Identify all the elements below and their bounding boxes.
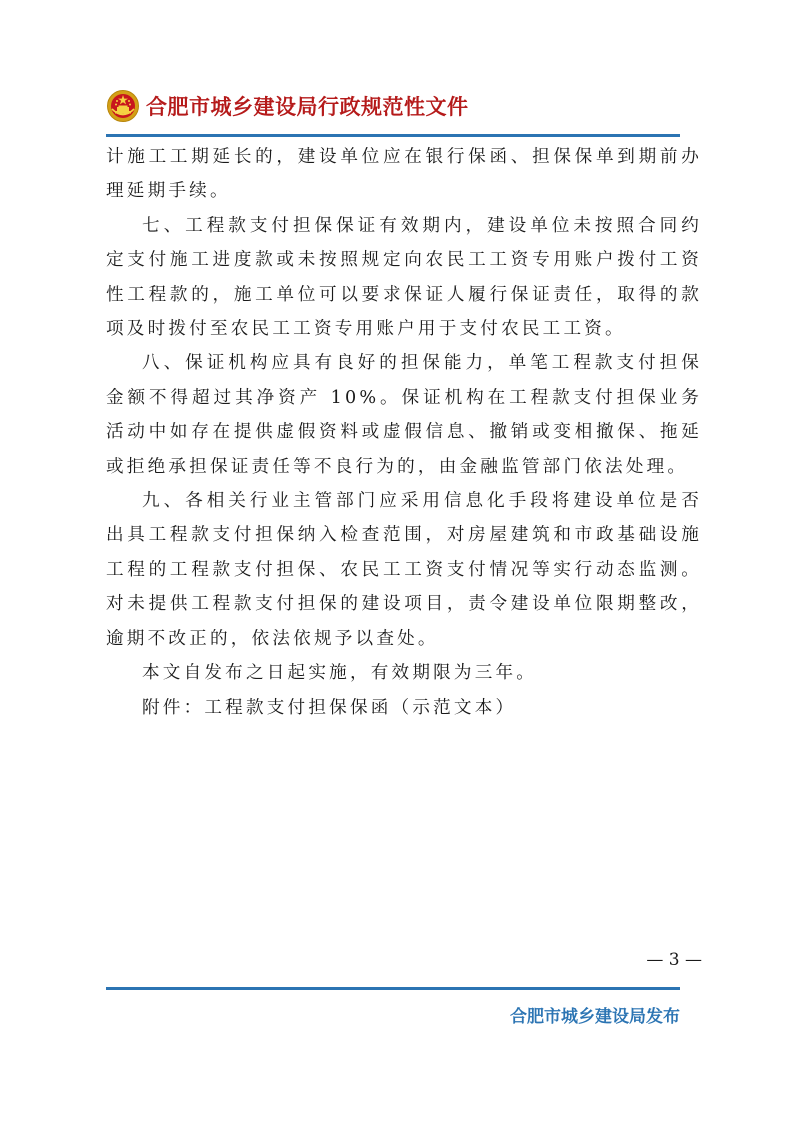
page-number: — 3 —	[646, 950, 702, 970]
footer-rule	[106, 987, 680, 990]
body-paragraph-clause-9: 九、各相关行业主管部门应采用信息化手段将建设单位是否出具工程款支付担保纳入检查范围，对房屋建筑和市政基础设施工程的工程款支付担保、农民工工资支付情况等实行动态监测。对未提供工程款支付担保的建设项目，责令建设单位限期整改，逾期不改正的，依法依规予以查处。	[106, 491, 702, 649]
header-rule	[106, 134, 680, 137]
body-paragraph-clause-8: 八、保证机构应具有良好的担保能力，单笔工程款支付担保金额不得超过其净资产 10%。保证机构在工程款支付担保业务活动中如存在提供虚假资料或虚假信息、撤销或变相撤保、拖延或拒绝承担保证责任等不良行为的，由金融监管部门依法处理。	[106, 353, 702, 477]
document-body	[106, 140, 702, 725]
national-emblem-icon	[106, 89, 140, 123]
body-paragraph-clause-7: 七、工程款支付担保保证有效期内，建设单位未按照合同约定支付施工进度款或未按照规定向农民工工资专用账户拨付工资性工程款的，施工单位可以要求保证人履行保证责任，取得的款项及时拨付至农民工工资专用账户用于支付农民工工资。	[106, 215, 702, 340]
body-paragraph-effective-date: 本文自发布之日起实施，有效期限为三年。	[142, 663, 538, 684]
body-paragraph-attachment: 附件：工程款支付担保保函（示范文本）	[142, 697, 517, 718]
footer-publisher: 合肥市城乡建设局发布	[510, 1007, 680, 1027]
header-title: 合肥市城乡建设局行政规范性文件	[146, 95, 469, 119]
document-header	[106, 86, 469, 126]
body-paragraph-continuation: 计施工工期延长的，建设单位应在银行保函、担保保单到期前办理延期手续。	[106, 147, 702, 202]
